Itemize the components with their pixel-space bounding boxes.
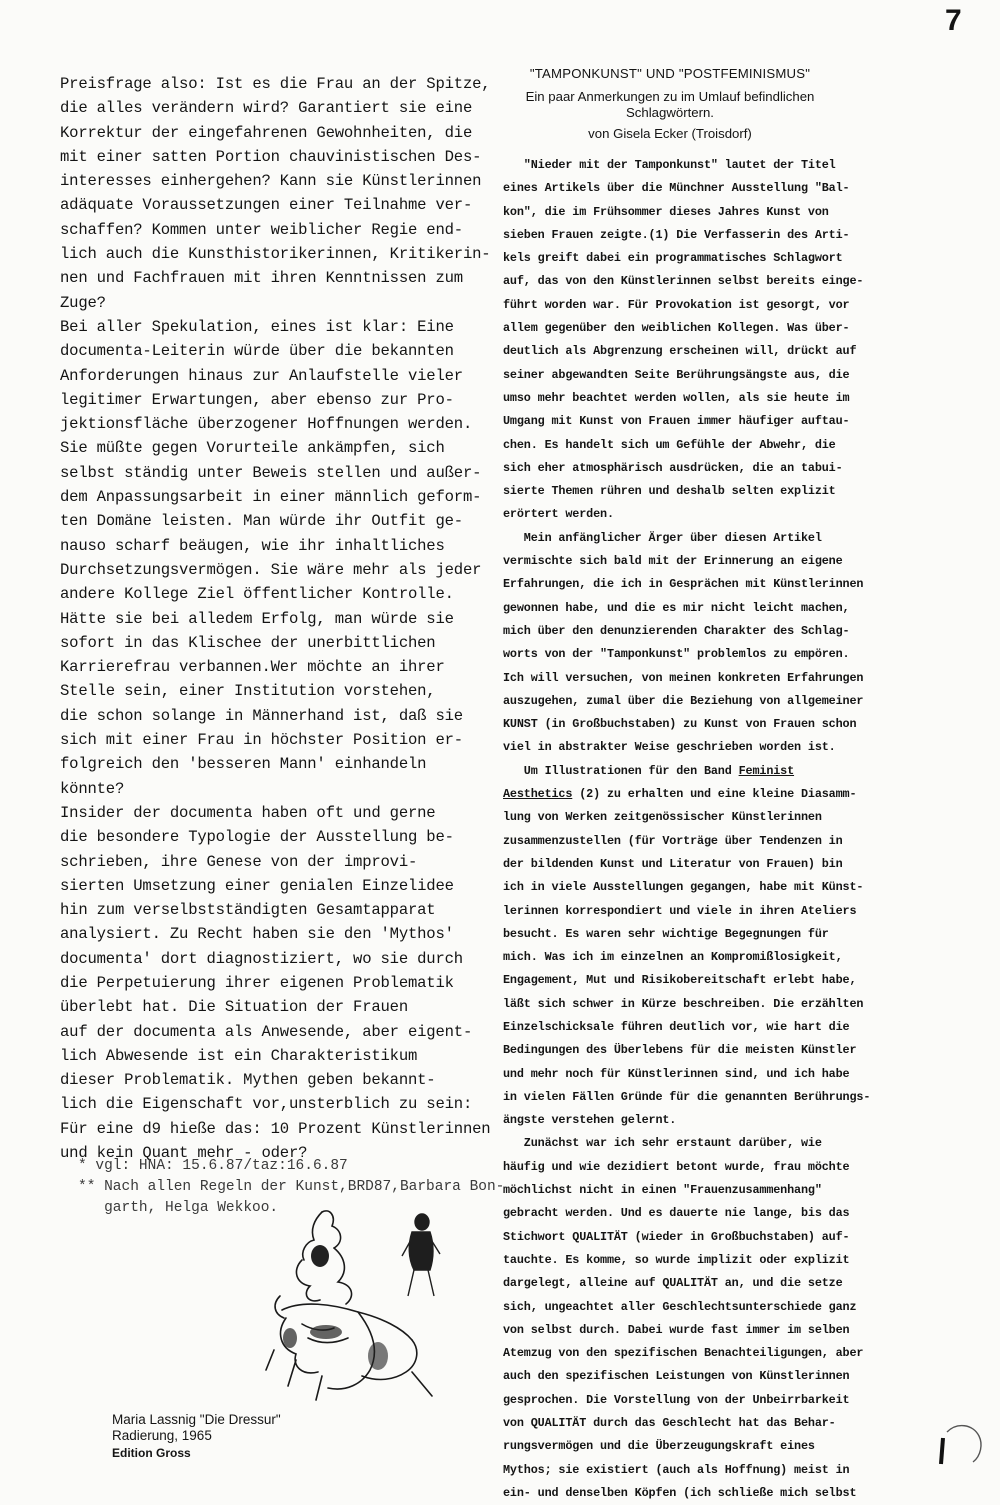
footnote-3: garth, Helga Wekkoo. [78, 1200, 279, 1216]
page-number: 7 [945, 4, 962, 37]
text-line: Atemzug von den spezifischen Benachteiligungen, aber [503, 1346, 864, 1361]
text-line: schaffen? Kommen unter weiblicher Regie end- [60, 220, 463, 239]
text-line: sieben Frauen zeigte.(1) Die Verfasserin des Arti- [503, 227, 850, 242]
text-line: auf der documenta als Anwesende, aber eigent- [60, 1022, 473, 1041]
article-title: "TAMPONKUNST" UND "POSTFEMINISMUS" [529, 66, 811, 81]
text-line: allem gegenüber den weiblichen Kollegen. Was über- [503, 321, 850, 336]
text-line: Zuge? [60, 293, 106, 312]
text-line: von selbst durch. Dabei wurde fast immer im selben [503, 1322, 850, 1337]
text-line: Bedingungen des Überlebens für die meisten Künstler [503, 1043, 857, 1058]
text-line: legitimer Erwartungen, aber ebenso zur Pro- [60, 390, 454, 409]
text-line: zusammenzustellen (für Vorträge über Tendenzen in [503, 833, 843, 848]
text-line: läßt sich schwer in Kürze beschreiben. Die erzählten [503, 996, 864, 1011]
text-line: nen und Fachfrauen mit ihren Kenntnissen zum [60, 269, 463, 288]
text-line: nauso scharf beäugen, wie ihr inhaltliches [60, 536, 445, 555]
text-line: Karrierefrau verbannen.Wer möchte an ihrer [60, 658, 445, 677]
article-header [500, 66, 840, 142]
text-line: sofort in das Klischee der unerbittlichen [60, 633, 436, 652]
text-line: Durchsetzungsvermögen. Sie wäre mehr als jeder [60, 560, 482, 579]
text-line: worts von der "Tamponkunst" problemlos zu empören. [503, 647, 850, 662]
text-line: jektionsfläche überzogener Hoffnungen werden. [60, 415, 473, 434]
etching-illustration [262, 1200, 502, 1405]
text-line: überlebt hat. Die Situation der Frauen [60, 998, 408, 1017]
caption-technique: Radierung, 1965 [112, 1428, 212, 1443]
right-column-text [503, 154, 895, 1505]
text-line: möchlichst nicht in einen "Frauenzusammenhang" [503, 1183, 822, 1198]
text-line: dem Anpassungsarbeit in einer männlich geform- [60, 488, 482, 507]
text-line: Sie müßte gegen Vorurteile ankämpfen, sich [60, 439, 445, 458]
text-line: die alles verändern wird? Garantiert sie eine [60, 99, 473, 118]
text-line: führt worden war. Für Provokation ist gesorgt, vor [503, 297, 850, 312]
text-line: und kein Quant mehr - oder? [60, 1144, 308, 1163]
caption-title: Maria Lassnig "Die Dressur" [112, 1412, 281, 1427]
text-line: Hätte sie bei alledem Erfolg, man würde sie [60, 609, 454, 628]
text-line: kels greift dabei ein programmatisches Schlagwort [503, 251, 843, 266]
text-line: Mein anfänglicher Ärger über diesen Artikel [503, 530, 822, 545]
text-line: lich die Eigenschaft vor,unsterblich zu sein: [60, 1095, 473, 1114]
text-line: der bildenden Kunst und Literatur von Frauen) bin [503, 856, 843, 871]
text-line: umso mehr beachtet werden wollen, als sie heute im [503, 390, 850, 405]
text-line: auf, das von den Künstlerinnen selbst bereits einge- [503, 274, 864, 289]
text-line: sierte Themen rühren und deshalb selten explizit [503, 484, 836, 499]
text-line: folgreich den 'besseren Mann' einhandeln [60, 755, 427, 774]
text-line: und mehr noch für Künstlerinnen sind, und ich habe [503, 1066, 850, 1081]
text-line: sierten Umsetzung einer genialen Einzelidee [60, 876, 454, 895]
text-line: die schon solange in Männerhand ist, daß sie [60, 706, 463, 725]
text-line: Umgang mit Kunst von Frauen immer häufiger auftau- [503, 414, 850, 429]
text-line: auch den spezifischen Leistungen von Künstlerinnen [503, 1369, 850, 1384]
text-line: seiner abgewandten Seite Berührungsängste aus, die [503, 367, 850, 382]
text-line: deutlich als Abgrenzung erscheinen will, drückt auf [503, 344, 857, 359]
caption-publisher: Edition Gross [112, 1446, 191, 1460]
text-line: documenta-Leiterin würde über die bekannten [60, 342, 454, 361]
text-line: kon", die im Frühsommer dieses Jahres Kunst von [503, 204, 829, 219]
text-line: mit einer satten Portion chauvinistischen Des- [60, 147, 482, 166]
footnote-2: ** Nach allen Regeln der Kunst,BRD87,Barbara Bon- [78, 1179, 505, 1195]
text-line: ten Domäne leisten. Man würde ihr Outfit ge- [60, 512, 463, 531]
text-line: vermischte sich bald mit der Erinnerung an eigene [503, 554, 843, 569]
text-line: Einzelschicksale führen deutlich vor, wie hart die [503, 1019, 850, 1034]
text-line: lerinnen korrespondiert und viele in ihren Ateliers [503, 903, 857, 918]
text-line: ein- und denselben Köpfen (ich schließe mich selbst [503, 1485, 857, 1500]
text-line: häufig und wie dezidiert betont wurde, frau möchte [503, 1159, 850, 1174]
text-line: interesses einhergehen? Kann sie Künstlerinnen [60, 172, 482, 191]
text-line: Mythos; sie existiert (auch als Hoffnung) meist in [503, 1462, 850, 1477]
text-line: Zunächst war ich sehr erstaunt darüber, wie [503, 1136, 822, 1151]
text-line: dieser Problematik. Mythen geben bekannt- [60, 1071, 436, 1090]
text-line: Insider der documenta haben oft und gerne [60, 803, 436, 822]
book-title: Feminist [738, 763, 795, 778]
text-line: hin zum verselbstständigten Gesamtapparat [60, 901, 436, 920]
text-line: ich in viele Ausstellungen gegangen, habe mit Künst- [503, 880, 864, 895]
text-line: "Nieder mit der Tamponkunst" lautet der Titel [503, 158, 836, 172]
text-line: chen. Es handelt sich um Gefühle der Abwehr, die [503, 437, 836, 452]
text-line: die Perpetuierung ihrer eigenen Problematik [60, 973, 454, 992]
page-corner-mark [925, 1418, 985, 1468]
text-line: Um Illustrationen für den Band Feminist [503, 763, 795, 778]
text-line: analysiert. Zu Recht haben sie den 'Mythos' [60, 925, 454, 944]
text-line: Stelle sein, einer Institution vorstehen, [60, 682, 436, 701]
text-line: sich mit einer Frau in höchster Position er- [60, 731, 463, 750]
text-line: lich auch die Kunsthistorikerinnen, Kritikerin- [60, 245, 491, 264]
text-line: auszugehen, zumal über die Beziehung von allgemeiner [503, 693, 864, 708]
text-line: adäquate Voraussetzungen einer Teilnahme ver- [60, 196, 473, 215]
text-line: Anforderungen hinaus zur Anlaufstelle vieler [60, 366, 463, 385]
text-line: Ich will versuchen, von meinen konkreten Erfahrungen [503, 670, 864, 685]
text-line: erörtert werden. [503, 507, 614, 522]
article-subtitle-line-1: Ein paar Anmerkungen zu im Umlauf befindlichen [525, 89, 815, 104]
text-line: dargelegt, alleine auf QUALITÄT an, und die setze [503, 1276, 843, 1291]
text-line: besucht. Es waren sehr wichtige Begegnungen für [503, 926, 829, 941]
left-column-text [60, 72, 508, 1165]
text-line: Stichwort QUALITÄT (wieder in Großbuchstaben) auf- [503, 1229, 850, 1244]
book-title-continued: Aesthetics [503, 787, 573, 802]
text-line: von QUALITÄT durch das Geschlecht hat das Behar- [503, 1416, 836, 1431]
text-line: KUNST (in Großbuchstaben) zu Kunst von Frauen schon [503, 717, 857, 732]
text-line: gewonnen habe, und die es mir nicht leicht machen, [503, 600, 850, 615]
text-line: sich eher atmosphärisch ausdrücken, die an tabui- [503, 460, 843, 475]
text-line: andere Kollege Ziel öffentlicher Kontrolle. [60, 585, 454, 604]
text-line: documenta' dort diagnostiziert, wo sie durch [60, 949, 463, 968]
text-line: selbst ständig unter Beweis stellen und außer- [60, 463, 482, 482]
article-subtitle-line-2: Schlagwörtern. [626, 105, 714, 120]
text-line: eines Artikels über die Münchner Ausstellung "Bal- [503, 181, 850, 196]
text-line: schrieben, ihre Genese von der improvi- [60, 852, 418, 871]
text-line: die besondere Typologie der Ausstellung be- [60, 828, 454, 847]
text-line: Preisfrage also: Ist es die Frau an der Spitze, [60, 75, 491, 93]
text-line: sich, ungeachtet aller Geschlechtsunterschiede ganz [503, 1299, 857, 1314]
text-line: Für eine d9 hieße das: 10 Prozent Künstlerinnen [60, 1119, 491, 1138]
text-line: in vielen Fällen Gründe für die genannten Berührungs- [503, 1089, 871, 1104]
text-line: mich über den denunzierenden Charakter des Schlag- [503, 623, 850, 638]
text-line: gebracht werden. Und es dauerte nie lange, bis das [503, 1206, 850, 1221]
text-line: Engagement, Mut und Risikobereitschaft erlebt habe, [503, 973, 857, 988]
text-line: Erfahrungen, die ich in Gesprächen mit Künstlerinnen [503, 577, 864, 592]
article-byline: von Gisela Ecker (Troisdorf) [588, 126, 752, 141]
text-line: viel in abstrakter Weise geschrieben worden ist. [503, 740, 836, 755]
text-line: Aesthetics (2) zu erhalten und eine kleine Diasamm- [503, 787, 857, 802]
text-line: Korrektur der eingefahrenen Gewohnheiten, die [60, 123, 473, 142]
text-line: lung von Werken zeitgenössischer Künstlerinnen [503, 810, 822, 825]
text-line: rungsvermögen und die Überzeugungskraft eines [503, 1439, 815, 1454]
text-line: könnte? [60, 779, 125, 798]
footnote-1: * vgl: HNA: 15.6.87/taz:16.6.87 [78, 1158, 348, 1174]
image-caption [112, 1412, 281, 1461]
text-line: lich Abwesende ist ein Charakteristikum [60, 1046, 418, 1065]
text-line: gesprochen. Die Vorstellung von der Unbeirrbarkeit [503, 1392, 850, 1407]
text-line: Bei aller Spekulation, eines ist klar: Eine [60, 317, 454, 336]
text-line: ängste verstehen gelernt. [503, 1113, 677, 1128]
text-line: tauchte. Es komme, so wurde implizit oder explizit [503, 1252, 850, 1267]
text-line: mich. Was ich im einzelnen an Kompromißlosigkeit, [503, 950, 843, 965]
